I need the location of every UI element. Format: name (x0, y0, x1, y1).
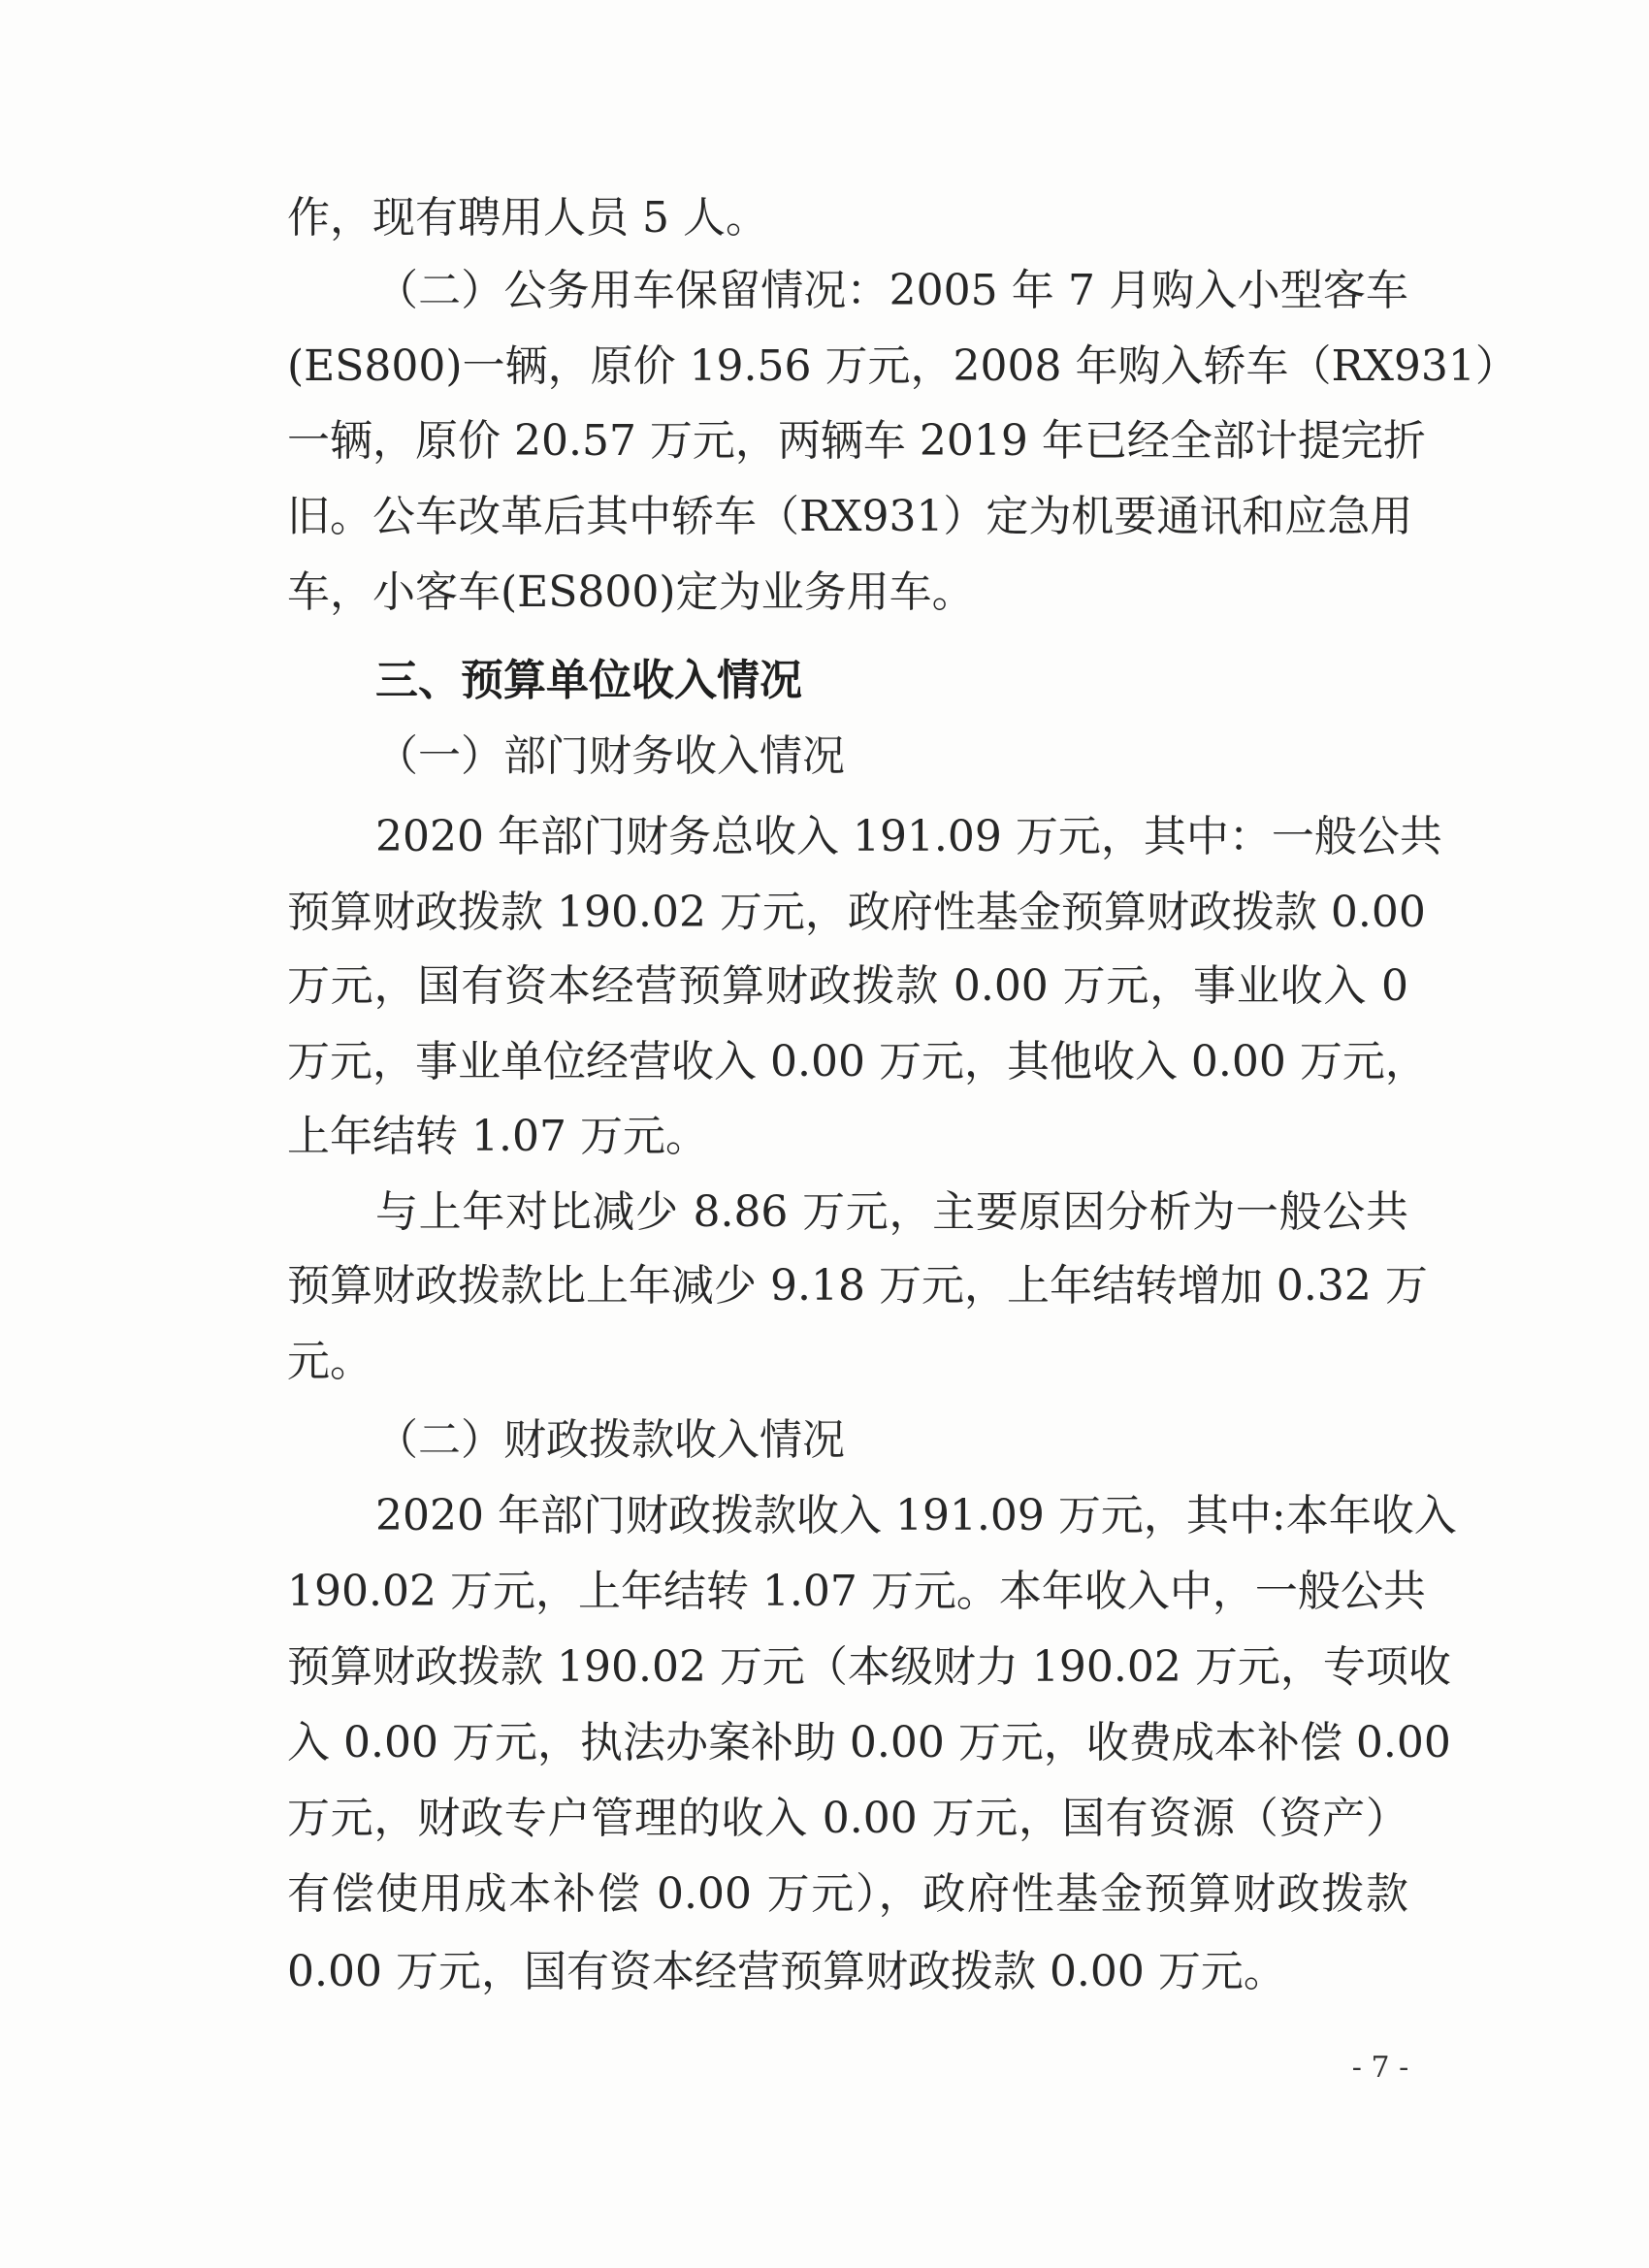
text-line: 预算财政拨款 190.02 万元（本级财力 190.02 万元，专项收 (287, 1642, 1451, 1692)
text-line: 万元，财政专户管理的收入 0.00 万元，国有资源（资产） (287, 1794, 1408, 1843)
subsection-heading: （一）部门财务收入情况 (375, 731, 845, 781)
text-line: 作，现有聘用人员 5 人。 (287, 193, 768, 243)
subsection-heading: （二）财政拨款收入情况 (375, 1415, 845, 1465)
text-line: 一辆，原价 20.57 万元，两辆车 2019 年已经全部计提完折 (287, 416, 1426, 466)
text-line: 190.02 万元，上年结转 1.07 万元。本年收入中，一般公共 (287, 1567, 1426, 1616)
page-number: - 7 - (1351, 2051, 1409, 2085)
text-line: 2020 年部门财务总收入 191.09 万元，其中：一般公共 (375, 812, 1442, 861)
text-line: 有偿使用成本补偿 0.00 万元），政府性基金预算财政拨款 (287, 1869, 1408, 1919)
text-line: (ES800)一辆，原价 19.56 万元，2008 年购入轿车（RX931） (287, 341, 1518, 391)
text-line: 预算财政拨款 190.02 万元，政府性基金预算财政拨款 0.00 (287, 888, 1426, 937)
text-line: 与上年对比减少 8.86 万元，主要原因分析为一般公共 (375, 1187, 1408, 1237)
text-line: 预算财政拨款比上年减少 9.18 万元，上年结转增加 0.32 万 (287, 1261, 1428, 1311)
text-line: 上年结转 1.07 万元。 (287, 1112, 708, 1161)
text-line: 旧。公车改革后其中轿车（RX931）定为机要通讯和应急用 (287, 492, 1413, 541)
text-line: 入 0.00 万元，执法办案补助 0.00 万元，收费成本补偿 0.00 (287, 1718, 1451, 1767)
text-line: 车，小客车(ES800)定为业务用车。 (287, 567, 975, 617)
text-line: （二）公务用车保留情况：2005 年 7 月购入小型客车 (375, 266, 1408, 315)
text-line: 万元，国有资本经营预算财政拨款 0.00 万元，事业收入 0 (287, 961, 1408, 1011)
text-line: 0.00 万元，国有资本经营预算财政拨款 0.00 万元。 (287, 1947, 1286, 1996)
text-line: 万元，事业单位经营收入 0.00 万元，其他收入 0.00 万元， (287, 1037, 1428, 1086)
text-line: 元。 (287, 1337, 372, 1386)
text-line: 2020 年部门财政拨款收入 191.09 万元，其中:本年收入 (375, 1491, 1457, 1540)
section-heading: 三、预算单位收入情况 (375, 656, 802, 705)
